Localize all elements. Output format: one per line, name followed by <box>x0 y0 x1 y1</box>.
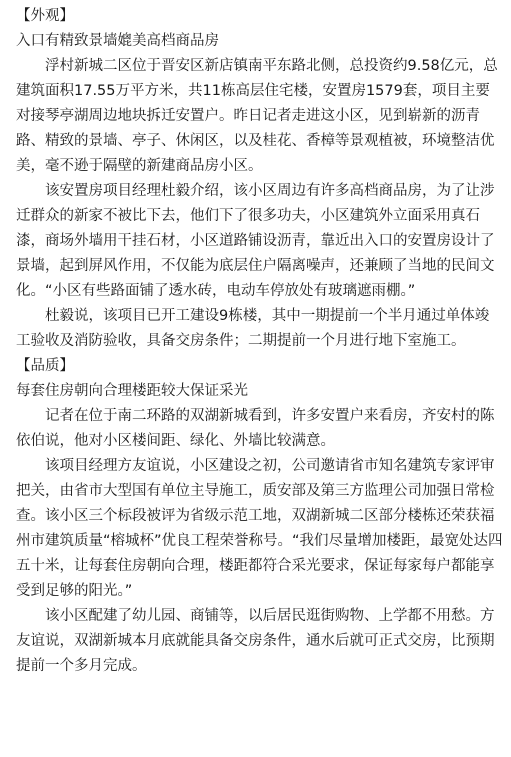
section-heading: 【品质】 <box>16 358 74 374</box>
section-quality <box>16 354 503 679</box>
section-subheading: 入口有精致景墙媲美高档商品房 <box>16 33 219 49</box>
paragraph: 该小区配建了幼儿园、商铺等，以后居民逛街购物、上学都不用愁。方友谊说，双湖新城本月底就能具备交房条件，通水后就可正式交房，比预期提前一个多月完成。 <box>16 608 495 674</box>
paragraph: 杜毅说，该项目已开工建设9栋楼，其中一期提前一个半月通过单体竣工验收及消防验收，具备交房条件；二期提前一个月进行地下室施工。 <box>16 308 490 349</box>
section-subheading: 每套住房朝向合理楼距较大保证采光 <box>16 383 248 399</box>
paragraph: 浮村新城二区位于晋安区新店镇南平东路北侧，总投资约9.58亿元，总建筑面积17.55万平方米，共11栋高层住宅楼，安置房1579套，项目主要对接琴亭湖周边地块拆迁安置户。昨日记者走进这小区，见到崭新的沥青路、精致的景墙、亭子、休闲区，以及桂花、香樟等景观植被，环境整洁优美，毫不逊于隔壁的新建商品房小区。 <box>16 58 498 174</box>
paragraph: 记者在位于南二环路的双湖新城看到，许多安置户来看房，齐安村的陈依伯说，他对小区楼间距、绿化、外墙比较满意。 <box>16 408 495 449</box>
paragraph: 该项目经理方友谊说，小区建设之初，公司邀请省市知名建筑专家评审把关，由省市大型国有单位主导施工，质安部及第三方监理公司加强日常检查。该小区三个标段被评为省级示范工地，双湖新城二区部分楼栋还荣获福州市建筑质量“榕城杯”优良工程荣誉称号。“我们尽量增加楼距，最宽处达四五十米，让每套住房朝向合理，楼距都符合采光要求，保证每家每户都能享受到足够的阳光。” <box>16 458 503 599</box>
section-appearance <box>16 4 503 354</box>
paragraph: 该安置房项目经理杜毅介绍，该小区周边有许多高档商品房，为了让涉迁群众的新家不被比下去，他们下了很多功夫，小区建筑外立面采用真石漆，商场外墙用干挂石材，小区道路铺设沥青，靠近出入口的安置房设计了景墙，起到屏风作用，不仅能为底层住户隔离噪声，还兼顾了当地的民间文化。“小区有些路面铺了透水砖，电动车停放处有玻璃遮雨棚。” <box>16 183 495 299</box>
section-heading: 【外观】 <box>16 8 74 24</box>
